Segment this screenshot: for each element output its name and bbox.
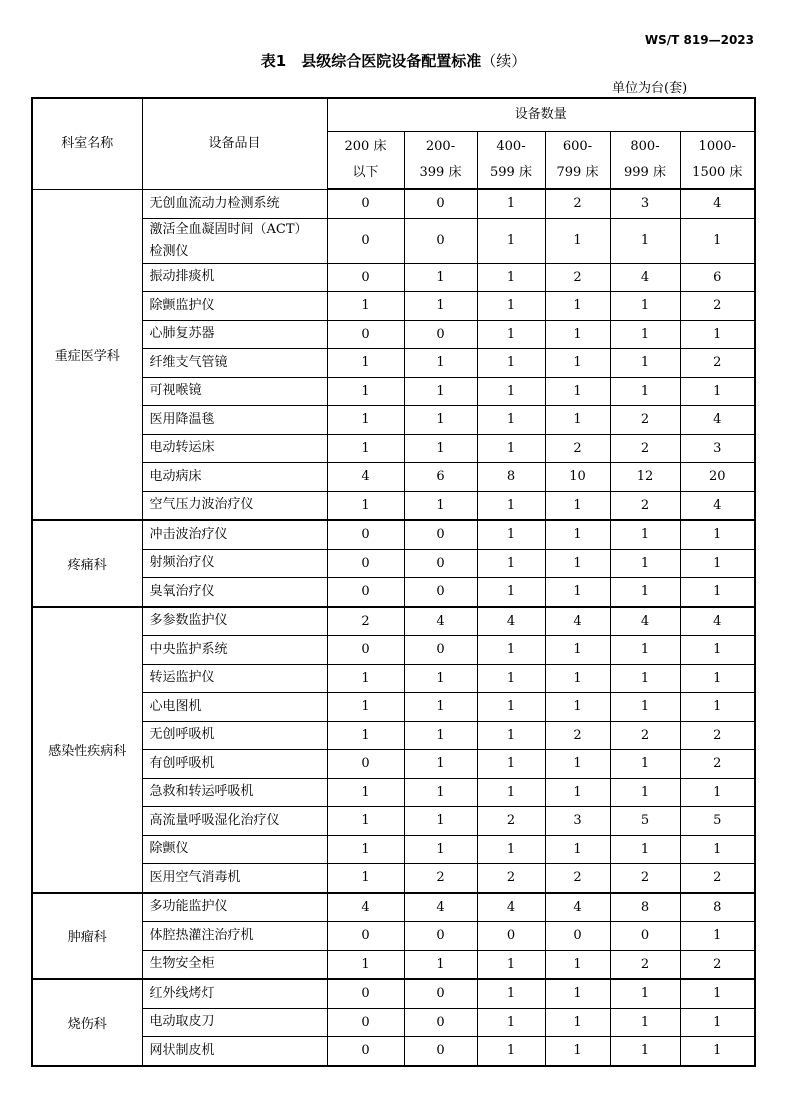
equipment-name-cell: 激活全血凝固时间（ACT）检测仪	[142, 218, 327, 263]
quantity-cell: 1	[545, 835, 610, 864]
table-row	[32, 893, 755, 922]
equipment-name-cell: 电动取皮刀	[142, 1008, 327, 1037]
quantity-cell: 0	[404, 979, 477, 1008]
quantity-cell: 4	[545, 893, 610, 922]
quantity-cell: 0	[327, 1037, 404, 1066]
standard-code: WS/T 819—2023	[644, 33, 754, 47]
quantity-cell: 1	[404, 693, 477, 722]
header-bed-size	[680, 132, 755, 190]
header-bed-size	[545, 132, 610, 190]
quantity-cell: 4	[327, 463, 404, 492]
quantity-cell: 0	[327, 578, 404, 607]
header-bed-size-top: 200 床	[344, 139, 387, 154]
quantity-cell: 2	[680, 950, 755, 979]
quantity-cell: 0	[404, 636, 477, 665]
quantity-cell: 1	[610, 1008, 680, 1037]
quantity-cell: 2	[545, 263, 610, 292]
quantity-cell: 1	[404, 750, 477, 779]
quantity-cell: 4	[680, 406, 755, 435]
equipment-name-cell: 有创呼吸机	[142, 750, 327, 779]
header-bed-size-bottom: 399 床	[419, 165, 462, 180]
header-bed-size-top: 1000-	[698, 139, 737, 154]
header-bed-size-bottom: 以下	[352, 165, 379, 180]
quantity-cell: 2	[680, 864, 755, 893]
quantity-cell: 1	[680, 1008, 755, 1037]
quantity-cell: 1	[477, 263, 545, 292]
quantity-cell: 0	[327, 636, 404, 665]
department-cell: 感染性疾病科	[32, 607, 142, 893]
quantity-cell: 1	[545, 1037, 610, 1066]
quantity-cell: 1	[404, 406, 477, 435]
quantity-cell: 2	[545, 721, 610, 750]
equipment-name-cell: 医用空气消毒机	[142, 864, 327, 893]
quantity-cell: 1	[680, 636, 755, 665]
equipment-name-cell: 生物安全柜	[142, 950, 327, 979]
quantity-cell: 2	[327, 607, 404, 636]
equipment-name-cell: 红外线烤灯	[142, 979, 327, 1008]
quantity-cell: 0	[327, 189, 404, 218]
quantity-cell: 2	[610, 406, 680, 435]
equipment-name-cell: 无创呼吸机	[142, 721, 327, 750]
quantity-cell: 1	[545, 520, 610, 549]
quantity-cell: 1	[404, 349, 477, 378]
quantity-cell: 1	[327, 950, 404, 979]
quantity-cell: 1	[680, 320, 755, 349]
department-cell: 重症医学科	[32, 189, 142, 520]
quantity-cell: 1	[477, 189, 545, 218]
quantity-cell: 1	[477, 693, 545, 722]
quantity-cell: 4	[680, 189, 755, 218]
header-bed-size	[404, 132, 477, 190]
quantity-cell: 8	[477, 463, 545, 492]
quantity-cell: 1	[545, 1008, 610, 1037]
quantity-cell: 2	[545, 189, 610, 218]
quantity-cell: 20	[680, 463, 755, 492]
quantity-cell: 1	[404, 292, 477, 321]
quantity-cell: 1	[404, 721, 477, 750]
equipment-name-cell: 多参数监护仪	[142, 607, 327, 636]
equipment-name-cell: 射频治疗仪	[142, 549, 327, 578]
header-bed-size-bottom: 799 床	[556, 165, 599, 180]
quantity-cell: 5	[610, 807, 680, 836]
quantity-cell: 0	[404, 218, 477, 263]
unit-note: 单位为台(套)	[612, 81, 688, 96]
quantity-cell: 1	[477, 406, 545, 435]
quantity-cell: 1	[680, 979, 755, 1008]
quantity-cell: 3	[610, 189, 680, 218]
quantity-cell: 4	[610, 607, 680, 636]
equipment-name-cell: 振动排痰机	[142, 263, 327, 292]
quantity-cell: 1	[610, 549, 680, 578]
quantity-cell: 1	[680, 578, 755, 607]
equipment-name-cell: 除颤监护仪	[142, 292, 327, 321]
quantity-cell: 1	[610, 349, 680, 378]
header-dept: 科室名称	[32, 98, 142, 189]
quantity-cell: 2	[680, 349, 755, 378]
quantity-cell: 1	[610, 778, 680, 807]
header-bed-size	[610, 132, 680, 190]
equipment-name-cell: 冲击波治疗仪	[142, 520, 327, 549]
quantity-cell: 2	[680, 292, 755, 321]
quantity-cell: 0	[327, 549, 404, 578]
quantity-cell: 1	[680, 693, 755, 722]
quantity-cell: 2	[404, 864, 477, 893]
quantity-cell: 1	[545, 750, 610, 779]
equipment-name-cell: 心肺复苏器	[142, 320, 327, 349]
quantity-cell: 1	[610, 377, 680, 406]
quantity-cell: 2	[477, 807, 545, 836]
header-bed-size-bottom: 1500 床	[692, 165, 743, 180]
quantity-cell: 1	[610, 979, 680, 1008]
equipment-name-cell: 转运监护仪	[142, 664, 327, 693]
table-row	[32, 189, 755, 218]
quantity-cell: 1	[404, 263, 477, 292]
quantity-cell: 0	[327, 218, 404, 263]
header-bed-size-bottom: 599 床	[490, 165, 532, 180]
quantity-cell: 1	[545, 406, 610, 435]
quantity-cell: 3	[545, 807, 610, 836]
equipment-name-cell: 医用降温毯	[142, 406, 327, 435]
quantity-cell: 0	[404, 578, 477, 607]
quantity-cell: 1	[327, 864, 404, 893]
header-bed-size	[327, 132, 404, 190]
quantity-cell: 1	[404, 778, 477, 807]
quantity-cell: 2	[680, 721, 755, 750]
quantity-cell: 1	[404, 950, 477, 979]
table-row	[32, 520, 755, 549]
department-cell: 肿瘤科	[32, 893, 142, 980]
quantity-cell: 1	[327, 349, 404, 378]
quantity-cell: 2	[610, 434, 680, 463]
quantity-cell: 1	[477, 1037, 545, 1066]
header-item: 设备品目	[142, 98, 327, 189]
quantity-cell: 2	[610, 864, 680, 893]
quantity-cell: 1	[680, 664, 755, 693]
quantity-cell: 1	[327, 434, 404, 463]
quantity-cell: 1	[477, 835, 545, 864]
quantity-cell: 0	[327, 320, 404, 349]
quantity-cell: 1	[680, 835, 755, 864]
equipment-name-cell: 空气压力波治疗仪	[142, 491, 327, 520]
quantity-cell: 0	[545, 922, 610, 951]
quantity-cell: 1	[610, 520, 680, 549]
equipment-name-cell: 中央监护系统	[142, 636, 327, 665]
quantity-cell: 1	[477, 721, 545, 750]
quantity-cell: 1	[404, 434, 477, 463]
quantity-cell: 1	[477, 549, 545, 578]
quantity-cell: 0	[404, 520, 477, 549]
table-row	[32, 607, 755, 636]
header-bed-size-bottom: 999 床	[624, 165, 666, 180]
quantity-cell: 2	[545, 434, 610, 463]
equipment-name-cell: 电动病床	[142, 463, 327, 492]
quantity-cell: 0	[327, 750, 404, 779]
quantity-cell: 4	[680, 607, 755, 636]
quantity-cell: 2	[477, 864, 545, 893]
quantity-cell: 1	[545, 778, 610, 807]
quantity-cell: 1	[404, 807, 477, 836]
quantity-cell: 4	[404, 607, 477, 636]
quantity-cell: 1	[680, 1037, 755, 1066]
header-bed-size-top: 200-	[425, 139, 456, 154]
quantity-cell: 1	[545, 218, 610, 263]
quantity-cell: 1	[327, 292, 404, 321]
quantity-cell: 4	[545, 607, 610, 636]
table-title-text: 表1 县级综合医院设备配置标准	[260, 52, 482, 70]
quantity-cell: 3	[680, 434, 755, 463]
quantity-cell: 1	[545, 664, 610, 693]
quantity-cell: 1	[477, 950, 545, 979]
quantity-cell: 1	[680, 218, 755, 263]
quantity-cell: 1	[477, 218, 545, 263]
equipment-name-cell: 体腔热灌注治疗机	[142, 922, 327, 951]
quantity-cell: 1	[477, 520, 545, 549]
equipment-name-cell: 无创血流动力检测系统	[142, 189, 327, 218]
quantity-cell: 1	[477, 750, 545, 779]
department-cell: 疼痛科	[32, 520, 142, 607]
quantity-cell: 1	[477, 377, 545, 406]
quantity-cell: 1	[545, 320, 610, 349]
quantity-cell: 2	[610, 721, 680, 750]
quantity-cell: 1	[610, 693, 680, 722]
quantity-cell: 1	[327, 491, 404, 520]
quantity-cell: 0	[327, 1008, 404, 1037]
table-title	[0, 50, 787, 71]
equipment-name-cell: 纤维支气管镜	[142, 349, 327, 378]
quantity-cell: 1	[545, 693, 610, 722]
quantity-cell: 1	[477, 320, 545, 349]
quantity-cell: 1	[545, 549, 610, 578]
quantity-cell: 1	[680, 377, 755, 406]
equipment-name-cell: 可视喉镜	[142, 377, 327, 406]
quantity-cell: 0	[610, 922, 680, 951]
quantity-cell: 1	[545, 578, 610, 607]
quantity-cell: 1	[327, 778, 404, 807]
quantity-cell: 1	[610, 578, 680, 607]
quantity-cell: 1	[477, 778, 545, 807]
quantity-cell: 8	[610, 893, 680, 922]
quantity-cell: 6	[680, 263, 755, 292]
quantity-cell: 1	[327, 406, 404, 435]
quantity-cell: 1	[327, 807, 404, 836]
quantity-cell: 1	[610, 664, 680, 693]
quantity-cell: 2	[610, 950, 680, 979]
quantity-cell: 2	[680, 750, 755, 779]
quantity-cell: 2	[610, 491, 680, 520]
quantity-cell: 0	[477, 922, 545, 951]
quantity-cell: 1	[327, 693, 404, 722]
quantity-cell: 1	[404, 491, 477, 520]
quantity-cell: 1	[477, 434, 545, 463]
quantity-cell: 1	[477, 578, 545, 607]
quantity-cell: 1	[327, 377, 404, 406]
quantity-cell: 1	[610, 750, 680, 779]
quantity-cell: 1	[545, 950, 610, 979]
equipment-name-cell: 臭氧治疗仪	[142, 578, 327, 607]
equipment-name-cell: 网状制皮机	[142, 1037, 327, 1066]
quantity-cell: 1	[680, 922, 755, 951]
quantity-cell: 1	[610, 1037, 680, 1066]
quantity-cell: 1	[327, 835, 404, 864]
quantity-cell: 1	[545, 292, 610, 321]
quantity-cell: 1	[545, 491, 610, 520]
quantity-cell: 1	[545, 979, 610, 1008]
quantity-cell: 0	[327, 979, 404, 1008]
quantity-cell: 0	[327, 922, 404, 951]
quantity-cell: 1	[477, 292, 545, 321]
quantity-cell: 0	[404, 189, 477, 218]
quantity-cell: 1	[610, 320, 680, 349]
quantity-cell: 1	[404, 377, 477, 406]
quantity-cell: 4	[477, 607, 545, 636]
quantity-cell: 1	[680, 549, 755, 578]
quantity-cell: 1	[477, 1008, 545, 1037]
department-cell: 烧伤科	[32, 979, 142, 1066]
quantity-cell: 1	[477, 491, 545, 520]
quantity-cell: 1	[327, 721, 404, 750]
quantity-cell: 1	[610, 218, 680, 263]
quantity-cell: 0	[404, 922, 477, 951]
equipment-name-cell: 急救和转运呼吸机	[142, 778, 327, 807]
quantity-cell: 1	[680, 778, 755, 807]
quantity-cell: 1	[404, 835, 477, 864]
quantity-cell: 0	[327, 263, 404, 292]
quantity-cell: 5	[680, 807, 755, 836]
equipment-name-cell: 除颤仪	[142, 835, 327, 864]
quantity-cell: 4	[404, 893, 477, 922]
equipment-table	[31, 97, 756, 1067]
quantity-cell: 1	[327, 664, 404, 693]
quantity-cell: 6	[404, 463, 477, 492]
quantity-cell: 1	[477, 349, 545, 378]
quantity-cell: 4	[610, 263, 680, 292]
quantity-cell: 1	[404, 664, 477, 693]
quantity-cell: 1	[545, 349, 610, 378]
quantity-cell: 4	[477, 893, 545, 922]
header-quantity: 设备数量	[327, 98, 755, 132]
equipment-name-cell: 多功能监护仪	[142, 893, 327, 922]
quantity-cell: 8	[680, 893, 755, 922]
header-bed-size-top: 400-	[496, 139, 526, 154]
quantity-cell: 0	[404, 320, 477, 349]
quantity-cell: 10	[545, 463, 610, 492]
header-bed-size	[477, 132, 545, 190]
quantity-cell: 1	[477, 979, 545, 1008]
quantity-cell: 1	[610, 636, 680, 665]
equipment-name-cell: 高流量呼吸湿化治疗仪	[142, 807, 327, 836]
quantity-cell: 0	[404, 1037, 477, 1066]
quantity-cell: 0	[404, 549, 477, 578]
header-bed-size-top: 800-	[630, 139, 660, 154]
quantity-cell: 12	[610, 463, 680, 492]
quantity-cell: 1	[545, 377, 610, 406]
table-row	[32, 979, 755, 1008]
equipment-name-cell: 心电图机	[142, 693, 327, 722]
quantity-cell: 1	[545, 636, 610, 665]
quantity-cell: 1	[477, 664, 545, 693]
quantity-cell: 1	[680, 520, 755, 549]
equipment-name-cell: 电动转运床	[142, 434, 327, 463]
quantity-cell: 2	[545, 864, 610, 893]
quantity-cell: 1	[610, 835, 680, 864]
header-bed-size-top: 600-	[562, 139, 593, 154]
table-title-note: （续）	[481, 52, 527, 70]
quantity-cell: 4	[680, 491, 755, 520]
quantity-cell: 1	[477, 636, 545, 665]
quantity-cell: 0	[404, 1008, 477, 1037]
quantity-cell: 1	[610, 292, 680, 321]
quantity-cell: 0	[327, 520, 404, 549]
quantity-cell: 4	[327, 893, 404, 922]
